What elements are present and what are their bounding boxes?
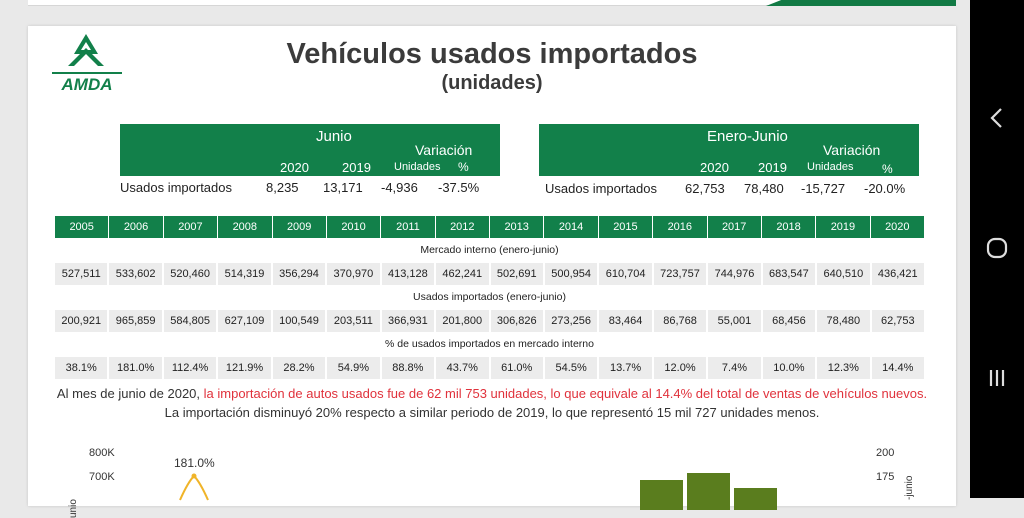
left-chart-line-fragment xyxy=(174,472,214,502)
table-cell: 61.0% xyxy=(491,357,545,379)
year-cell: 2009 xyxy=(273,216,327,238)
table-cell: 112.4% xyxy=(164,357,218,379)
table-cell: 514,319 xyxy=(218,263,272,285)
year-cell: 2007 xyxy=(164,216,218,238)
usados-importados-row xyxy=(55,310,924,332)
table-cell: 533,602 xyxy=(109,263,163,285)
table-cell: 683,547 xyxy=(763,263,817,285)
table-cell: 43.7% xyxy=(436,357,490,379)
june-col-year-a: 2020 xyxy=(280,160,309,175)
ytd-summary-header xyxy=(539,124,919,176)
left-chart-tick: 800K xyxy=(89,447,115,459)
table-cell: 366,931 xyxy=(382,310,436,332)
year-cell: 2016 xyxy=(653,216,707,238)
june-row-label: Usados importados xyxy=(120,180,232,195)
table-cell: 38.1% xyxy=(55,357,109,379)
recents-icon xyxy=(985,366,1009,390)
year-cell: 2018 xyxy=(762,216,816,238)
june-col-year-b: 2019 xyxy=(342,160,371,175)
year-cell: 2017 xyxy=(708,216,762,238)
right-chart-bar xyxy=(734,488,777,510)
table-cell: 527,511 xyxy=(55,263,109,285)
table-cell: 413,128 xyxy=(382,263,436,285)
section-label-mercado-interno: Mercado interno (enero-junio) xyxy=(420,244,559,256)
left-chart-tick xyxy=(89,494,92,506)
ytd-heading: Enero-Junio xyxy=(707,128,788,145)
june-summary-header xyxy=(120,124,500,176)
table-cell: 273,256 xyxy=(545,310,599,332)
year-header-row xyxy=(55,216,924,238)
year-cell: 2006 xyxy=(109,216,163,238)
june-col-pct: % xyxy=(458,160,469,174)
table-cell: 200,921 xyxy=(55,310,109,332)
table-cell: 502,691 xyxy=(491,263,545,285)
table-cell: 78,480 xyxy=(817,310,871,332)
section-label-usados-importados: Usados importados (enero-junio) xyxy=(413,291,566,303)
table-cell: 28.2% xyxy=(273,357,327,379)
home-circle-icon xyxy=(985,236,1009,260)
left-chart-axis-label: unio xyxy=(68,499,79,518)
table-cell: 54.9% xyxy=(327,357,381,379)
year-cell: 2010 xyxy=(327,216,381,238)
left-chart-tick: 700K xyxy=(89,471,115,483)
june-heading: Junio xyxy=(316,128,352,145)
ytd-variation-heading: Variación xyxy=(823,142,881,158)
table-cell: 203,511 xyxy=(327,310,381,332)
year-cell: 2008 xyxy=(218,216,272,238)
infographic-card xyxy=(28,26,956,518)
back-button[interactable] xyxy=(970,98,1024,138)
june-var-pct: -37.5% xyxy=(438,180,480,195)
year-cell: 2012 xyxy=(436,216,490,238)
table-cell: 356,294 xyxy=(273,263,327,285)
table-cell: 7.4% xyxy=(708,357,762,379)
june-var-units: -4,936 xyxy=(381,180,418,195)
page-title: Vehículos usados importados xyxy=(286,38,698,70)
porcentaje-row xyxy=(55,357,924,379)
table-cell: 12.0% xyxy=(654,357,708,379)
note-highlight-text: la importación de autos usados fue de 62 mil 753 unidades, lo que equivale al 14.4% del total de ventas de vehículos nuevos. xyxy=(203,386,928,401)
home-button[interactable] xyxy=(970,228,1024,268)
year-cell: 2014 xyxy=(544,216,598,238)
table-cell: 436,421 xyxy=(872,263,924,285)
table-cell: 500,954 xyxy=(545,263,599,285)
previous-card-edge xyxy=(28,0,956,6)
table-cell: 370,970 xyxy=(327,263,381,285)
summary-note-line2: La importación disminuyó 20% respecto a similar periodo de 2019, lo que representó 15 mil 727 unidades menos. xyxy=(164,405,820,420)
table-cell: 306,826 xyxy=(491,310,545,332)
mercado-interno-row xyxy=(55,263,924,285)
table-cell: 965,859 xyxy=(109,310,163,332)
june-summary-table xyxy=(120,124,500,194)
page-subtitle: (unidades) xyxy=(441,72,543,94)
right-chart-bar xyxy=(687,473,730,510)
right-chart-bar xyxy=(640,480,683,510)
recents-button[interactable] xyxy=(970,358,1024,398)
year-cell: 2013 xyxy=(490,216,544,238)
table-cell: 723,757 xyxy=(654,263,708,285)
table-cell: 14.4% xyxy=(872,357,924,379)
table-cell: 201,800 xyxy=(436,310,490,332)
table-cell: 62,753 xyxy=(872,310,924,332)
table-cell: 68,456 xyxy=(763,310,817,332)
ytd-row-label: Usados importados xyxy=(545,181,657,196)
ytd-var-units: -15,727 xyxy=(801,181,846,196)
year-cell: 2005 xyxy=(55,216,109,238)
ytd-var-pct: -20.0% xyxy=(864,181,906,196)
ytd-col-year-a: 2020 xyxy=(700,160,729,175)
year-cell: 2019 xyxy=(816,216,870,238)
table-cell: 86,768 xyxy=(654,310,708,332)
left-chart-peak-label: 181.0% xyxy=(174,456,215,470)
table-cell: 88.8% xyxy=(382,357,436,379)
summary-note-line1 xyxy=(28,386,956,401)
table-cell: 12.3% xyxy=(817,357,871,379)
note-intro-text: Al mes de junio de 2020, xyxy=(56,386,204,401)
table-cell: 100,549 xyxy=(273,310,327,332)
table-cell: 83,464 xyxy=(599,310,653,332)
right-chart-tick: 175 xyxy=(876,471,895,483)
table-cell: 627,109 xyxy=(218,310,272,332)
green-accent-strip xyxy=(766,0,956,6)
table-cell: 610,704 xyxy=(599,263,653,285)
ytd-col-year-b: 2019 xyxy=(758,160,787,175)
ytd-val-a: 62,753 xyxy=(685,181,725,196)
table-cell: 121.9% xyxy=(218,357,272,379)
table-cell: 640,510 xyxy=(817,263,871,285)
ytd-summary-table xyxy=(539,124,919,196)
logo-text: AMDA xyxy=(61,75,113,94)
system-navigation-bar xyxy=(970,0,1024,498)
table-cell: 10.0% xyxy=(763,357,817,379)
table-cell: 520,460 xyxy=(164,263,218,285)
table-cell: 584,805 xyxy=(164,310,218,332)
table-cell: 744,976 xyxy=(708,263,762,285)
table-cell: 13.7% xyxy=(599,357,653,379)
year-cell: 2011 xyxy=(381,216,435,238)
table-cell: 55,001 xyxy=(708,310,762,332)
june-val-a: 8,235 xyxy=(266,180,299,195)
year-cell: 2020 xyxy=(885,221,910,233)
june-col-units: Unidades xyxy=(394,161,441,173)
table-cell: 462,241 xyxy=(436,263,490,285)
right-chart-tick: 200 xyxy=(876,447,895,459)
yearly-table xyxy=(55,216,924,379)
june-variation-heading: Variación xyxy=(415,142,473,158)
table-cell: 181.0% xyxy=(109,357,163,379)
year-cell: 2015 xyxy=(599,216,653,238)
ytd-col-units: Unidades xyxy=(807,161,854,173)
right-chart-axis-label: -junio xyxy=(904,475,915,500)
back-chevron-icon xyxy=(987,106,1007,130)
ytd-val-b: 78,480 xyxy=(744,181,784,196)
ytd-col-pct: % xyxy=(882,162,893,176)
june-val-b: 13,171 xyxy=(323,180,363,195)
table-cell: 54.5% xyxy=(545,357,599,379)
section-label-porcentaje: % de usados importados en mercado interno xyxy=(385,338,594,350)
